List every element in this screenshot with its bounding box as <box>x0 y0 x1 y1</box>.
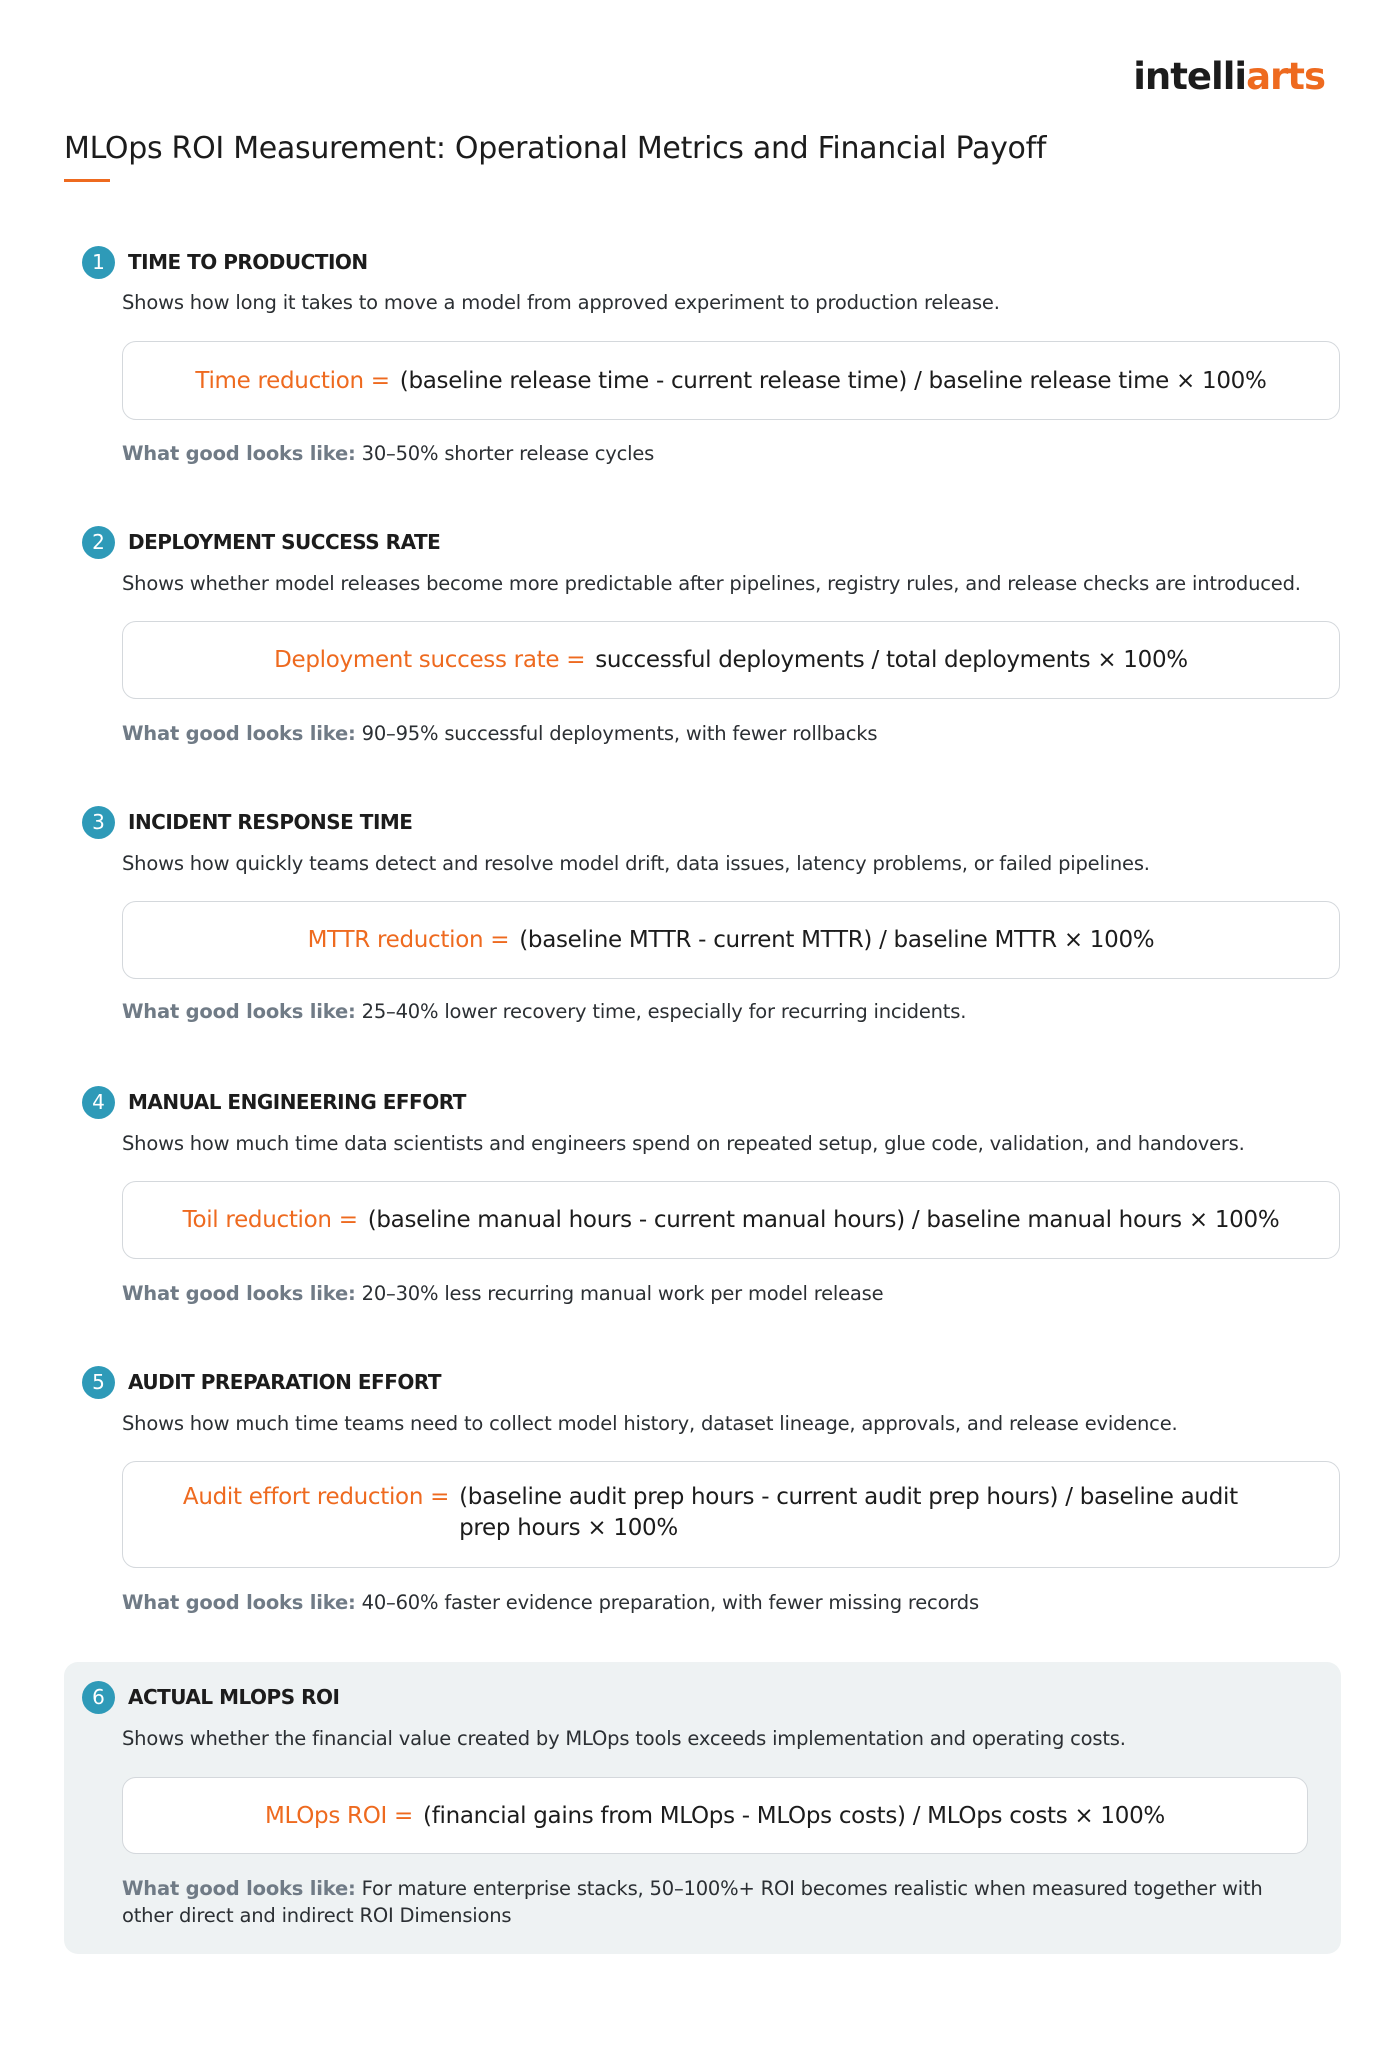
good-value: For mature enterprise stacks, 50–100%+ ROI becomes realistic when measured together with other direct and indirect ROI Dimensions <box>122 1877 1263 1927</box>
metric-header <box>82 525 440 559</box>
metric-time-to-production <box>64 245 1341 470</box>
metric-title: MANUAL ENGINEERING EFFORT <box>128 1090 466 1114</box>
logo-accent: arts <box>1246 55 1325 98</box>
number-badge: 2 <box>82 526 115 559</box>
metric-deployment-success-rate <box>64 525 1341 750</box>
logo-prefix: intelli <box>1133 55 1247 98</box>
metric-header <box>82 1680 339 1714</box>
formula-expression: successful deployments / total deployments × 100% <box>595 647 1188 673</box>
good-looks-like <box>122 720 1302 747</box>
good-value: 20–30% less recurring manual work per model release <box>361 1282 884 1305</box>
number-badge: 3 <box>82 806 115 839</box>
number-badge: 6 <box>82 1681 115 1714</box>
good-label: What good looks like: <box>122 1000 356 1023</box>
good-looks-like <box>122 1875 1302 1929</box>
metric-incident-response-time <box>64 805 1341 1030</box>
good-label: What good looks like: <box>122 1877 356 1900</box>
metric-header <box>82 805 412 839</box>
metric-audit-preparation-effort <box>64 1365 1341 1625</box>
title-underline <box>64 179 110 182</box>
metric-description: Shows how long it takes to move a model from approved experiment to production release. <box>122 291 1000 314</box>
formula-name: Time reduction = <box>195 367 390 394</box>
good-value: 30–50% shorter release cycles <box>361 442 655 465</box>
formula-name: MTTR reduction = <box>307 927 510 953</box>
formula-box <box>122 901 1340 979</box>
metric-header <box>82 1085 466 1119</box>
number-badge: 5 <box>82 1366 115 1399</box>
good-label: What good looks like: <box>122 1282 356 1305</box>
formula-expression: (baseline release time - current release time) / baseline release time × 100% <box>399 367 1267 394</box>
good-value: 25–40% lower recovery time, especially for recurring incidents. <box>361 1000 967 1023</box>
formula-box <box>122 621 1340 699</box>
metric-header <box>82 245 368 279</box>
metric-description: Shows whether model releases become more predictable after pipelines, registry rules, and release checks are introduced. <box>122 572 1301 595</box>
metric-description: Shows how much time data scientists and engineers spend on repeated setup, glue code, validation, and handovers. <box>122 1132 1245 1155</box>
good-value: 40–60% faster evidence preparation, with fewer missing records <box>361 1591 979 1614</box>
metric-description: Shows whether the financial value created by MLOps tools exceeds implementation and operating costs. <box>122 1727 1126 1750</box>
good-label: What good looks like: <box>122 442 356 465</box>
good-looks-like <box>122 998 1302 1025</box>
metric-description: Shows how quickly teams detect and resolve model drift, data issues, latency problems, or failed pipelines. <box>122 852 1150 875</box>
good-looks-like <box>122 1280 1302 1307</box>
formula-box <box>122 1461 1340 1568</box>
metric-title: INCIDENT RESPONSE TIME <box>128 810 413 834</box>
intelliarts-logo <box>1133 55 1325 98</box>
formula-name: Audit effort reduction = <box>182 1484 450 1510</box>
metric-title: DEPLOYMENT SUCCESS RATE <box>128 530 441 554</box>
formula-box <box>122 341 1340 420</box>
good-label: What good looks like: <box>122 1591 356 1614</box>
formula-box <box>122 1777 1308 1854</box>
formula-expression: (baseline manual hours - current manual hours) / baseline manual hours × 100% <box>367 1207 1280 1233</box>
formula-expression: (baseline MTTR - current MTTR) / baseline MTTR × 100% <box>519 927 1155 953</box>
good-looks-like <box>122 440 1302 467</box>
metric-title: AUDIT PREPARATION EFFORT <box>128 1370 442 1394</box>
number-badge: 4 <box>82 1086 115 1119</box>
formula-expression: (baseline audit prep hours - current audit prep hours) / baseline audit prep hours × 100% <box>459 1484 1238 1541</box>
number-badge: 1 <box>82 246 115 279</box>
metric-description: Shows how much time teams need to collect model history, dataset lineage, approvals, and release evidence. <box>122 1412 1178 1435</box>
formula-name: MLOps ROI = <box>265 1802 414 1829</box>
formula-name: Toil reduction = <box>182 1207 358 1233</box>
metric-actual-mlops-roi <box>64 1662 1341 1954</box>
metric-header <box>82 1365 441 1399</box>
formula-box <box>122 1181 1340 1259</box>
metric-title: ACTUAL MLOPS ROI <box>128 1685 340 1709</box>
page-title: MLOps ROI Measurement: Operational Metrics and Financial Payoff <box>64 131 1047 166</box>
good-label: What good looks like: <box>122 722 356 745</box>
good-value: 90–95% successful deployments, with fewer rollbacks <box>361 722 878 745</box>
metric-manual-engineering-effort <box>64 1085 1341 1310</box>
good-looks-like <box>122 1589 1302 1616</box>
formula-expression: (financial gains from MLOps - MLOps costs) / MLOps costs × 100% <box>423 1802 1165 1829</box>
metric-title: TIME TO PRODUCTION <box>128 250 368 274</box>
formula-name: Deployment success rate = <box>274 647 586 673</box>
